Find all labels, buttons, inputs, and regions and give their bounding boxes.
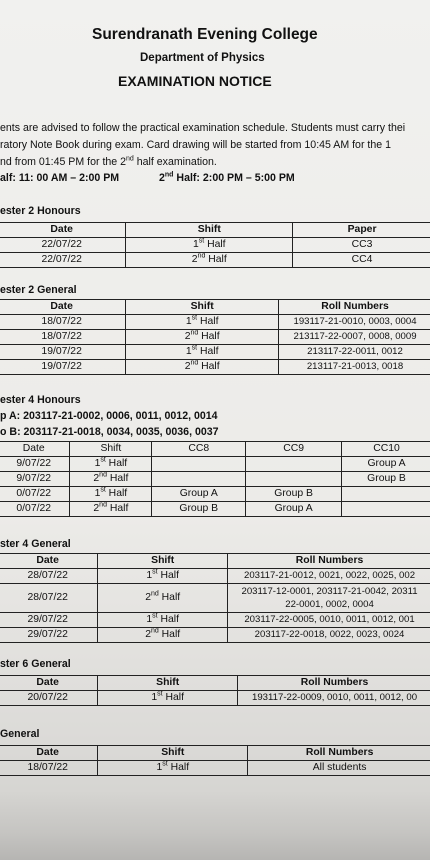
cell-roll: 193117-22-0009, 0010, 0011, 0012, 00 — [238, 691, 430, 706]
header-shift: Shift — [126, 300, 279, 315]
section-title-sem4-general: ster 4 General — [0, 538, 71, 550]
cell-shift: 2nd Half — [70, 472, 152, 487]
cell-paper: CC4 — [293, 253, 430, 268]
cell-cc8 — [152, 472, 246, 487]
table-header-row — [0, 554, 430, 569]
cell-cc9 — [246, 472, 342, 487]
table-row — [0, 238, 430, 253]
second-half-timing — [159, 172, 295, 184]
cell-date: 0/07/22 — [0, 502, 70, 517]
table-sem4-general — [0, 553, 430, 643]
cell-shift: 1st Half — [98, 613, 228, 628]
cell-roll-line-1: 203117-12-0001, 203117-21-0042, 20311 — [241, 586, 418, 597]
cell-roll: 213117-22-0007, 0008, 0009 — [279, 330, 430, 345]
table-sem2-honours — [0, 222, 430, 268]
header-date: Date — [0, 746, 98, 761]
cell-date: 19/07/22 — [0, 345, 126, 360]
cell-date: 29/07/22 — [0, 613, 98, 628]
table-header-row — [0, 676, 430, 691]
cell-date: 9/07/22 — [0, 472, 70, 487]
cell-shift: 1st Half — [126, 238, 293, 253]
header-date: Date — [0, 223, 126, 238]
cell-roll: 213117-21-0013, 0018 — [279, 360, 430, 375]
cell-cc9: Group A — [246, 502, 342, 517]
cell-paper: CC3 — [293, 238, 430, 253]
college-name: Surendranath Evening College — [92, 26, 318, 43]
table-header-row — [0, 300, 430, 315]
header-shift: Shift — [126, 223, 293, 238]
cell-roll-line-2: 22-0001, 0002, 0004 — [285, 599, 374, 610]
cell-shift: 2nd Half — [126, 330, 279, 345]
table-row — [0, 502, 430, 517]
second-half-sup: nd — [164, 171, 174, 179]
table-row — [0, 584, 430, 613]
intro-line-3-a: nd from 01:45 PM for the 2 — [0, 156, 127, 168]
cell-date: 22/07/22 — [0, 253, 126, 268]
cell-shift: 1st Half — [98, 569, 228, 584]
second-half-num: 2 — [159, 172, 165, 184]
cell-shift: 2nd Half — [70, 502, 152, 517]
cell-cc10 — [342, 502, 430, 517]
cell-cc10: Group A — [342, 457, 430, 472]
section-title-general: General — [0, 728, 40, 740]
notice-heading: EXAMINATION NOTICE — [118, 73, 272, 89]
second-half-text: Half: 2:00 PM – 5:00 PM — [173, 172, 295, 184]
cell-date: 19/07/22 — [0, 360, 126, 375]
department-name: Department of Physics — [140, 52, 265, 64]
header-roll: Roll Numbers — [238, 676, 430, 691]
table-row — [0, 345, 430, 360]
cell-date: 9/07/22 — [0, 457, 70, 472]
header-cc10: CC10 — [342, 442, 430, 457]
group-a-list: p A: 203117-21-0002, 0006, 0011, 0012, 0014 — [0, 410, 218, 422]
table-sem2-general — [0, 299, 430, 375]
cell-date: 28/07/22 — [0, 584, 98, 613]
table-row — [0, 761, 430, 776]
table-row — [0, 472, 430, 487]
cell-roll: 203117-22-0005, 0010, 0011, 0012, 001 — [228, 613, 430, 628]
first-half-timing: alf: 11: 00 AM – 2:00 PM — [0, 172, 120, 184]
table-row — [0, 253, 430, 268]
table-row — [0, 613, 430, 628]
cell-shift: 1st Half — [126, 345, 279, 360]
cell-date: 18/07/22 — [0, 761, 98, 776]
cell-cc9 — [246, 457, 342, 472]
header-date: Date — [0, 676, 98, 691]
cell-cc10: Group B — [342, 472, 430, 487]
intro-line-3 — [0, 154, 217, 171]
header-shift: Shift — [98, 554, 228, 569]
table-header-row — [0, 442, 430, 457]
cell-roll: 193117-21-0010, 0003, 0004 — [279, 315, 430, 330]
table-sem6-general — [0, 675, 430, 706]
cell-date: 18/07/22 — [0, 330, 126, 345]
cell-roll: 213117-22-0011, 0012 — [279, 345, 430, 360]
cell-cc9: Group B — [246, 487, 342, 502]
table-row — [0, 487, 430, 502]
cell-roll: 203117-21-0012, 0021, 0022, 0025, 002 — [228, 569, 430, 584]
cell-shift: 1st Half — [70, 457, 152, 472]
intro-line-2: ratory Note Book during exam. Card drawing will be started from 10:45 AM for the 1 — [0, 139, 391, 151]
cell-shift: 2nd Half — [98, 628, 228, 643]
header-roll: Roll Numbers — [228, 554, 430, 569]
cell-date: 18/07/22 — [0, 315, 126, 330]
table-header-row — [0, 746, 430, 761]
header-roll: Roll Numbers — [279, 300, 430, 315]
cell-shift: 2nd Half — [126, 253, 293, 268]
table-sem4-honours — [0, 441, 430, 517]
cell-cc10 — [342, 487, 430, 502]
header-paper: Paper — [293, 223, 430, 238]
header-shift: Shift — [98, 676, 238, 691]
table-row — [0, 691, 430, 706]
group-b-list: o B: 203117-21-0018, 0034, 0035, 0036, 0037 — [0, 426, 219, 438]
cell-shift: 2nd Half — [126, 360, 279, 375]
cell-date: 28/07/22 — [0, 569, 98, 584]
cell-cc8: Group A — [152, 487, 246, 502]
cell-date: 29/07/22 — [0, 628, 98, 643]
intro-line-1: ents are advised to follow the practical examination schedule. Students must carry thei — [0, 122, 406, 134]
header-shift: Shift — [70, 442, 152, 457]
table-row — [0, 330, 430, 345]
cell-cc8 — [152, 457, 246, 472]
cell-date: 22/07/22 — [0, 238, 126, 253]
page-shadow — [0, 790, 430, 860]
cell-roll: 203117-22-0018, 0022, 0023, 0024 — [228, 628, 430, 643]
cell-shift: 1st Half — [126, 315, 279, 330]
header-cc9: CC9 — [246, 442, 342, 457]
cell-shift: 1st Half — [98, 761, 248, 776]
section-title-sem2-general: ester 2 General — [0, 284, 77, 296]
section-title-sem2-honours: ester 2 Honours — [0, 205, 81, 217]
cell-cc8: Group B — [152, 502, 246, 517]
header-roll: Roll Numbers — [248, 746, 430, 761]
table-row — [0, 457, 430, 472]
intro-line-3-sup: nd — [126, 155, 134, 163]
cell-roll: All students — [248, 761, 430, 776]
header-date: Date — [0, 554, 98, 569]
cell-shift: 1st Half — [98, 691, 238, 706]
table-row — [0, 315, 430, 330]
cell-date: 20/07/22 — [0, 691, 98, 706]
table-row — [0, 360, 430, 375]
table-general — [0, 745, 430, 776]
section-title-sem4-honours: ester 4 Honours — [0, 394, 81, 406]
intro-line-3-c: half examination. — [133, 156, 217, 168]
table-row — [0, 628, 430, 643]
table-row — [0, 569, 430, 584]
header-date: Date — [0, 300, 126, 315]
cell-shift: 1st Half — [70, 487, 152, 502]
cell-roll — [228, 584, 430, 613]
section-title-sem6-general: ster 6 General — [0, 658, 71, 670]
header-date: Date — [0, 442, 70, 457]
header-shift: Shift — [98, 746, 248, 761]
header-cc8: CC8 — [152, 442, 246, 457]
table-header-row — [0, 223, 430, 238]
cell-shift: 2nd Half — [98, 584, 228, 613]
cell-date: 0/07/22 — [0, 487, 70, 502]
